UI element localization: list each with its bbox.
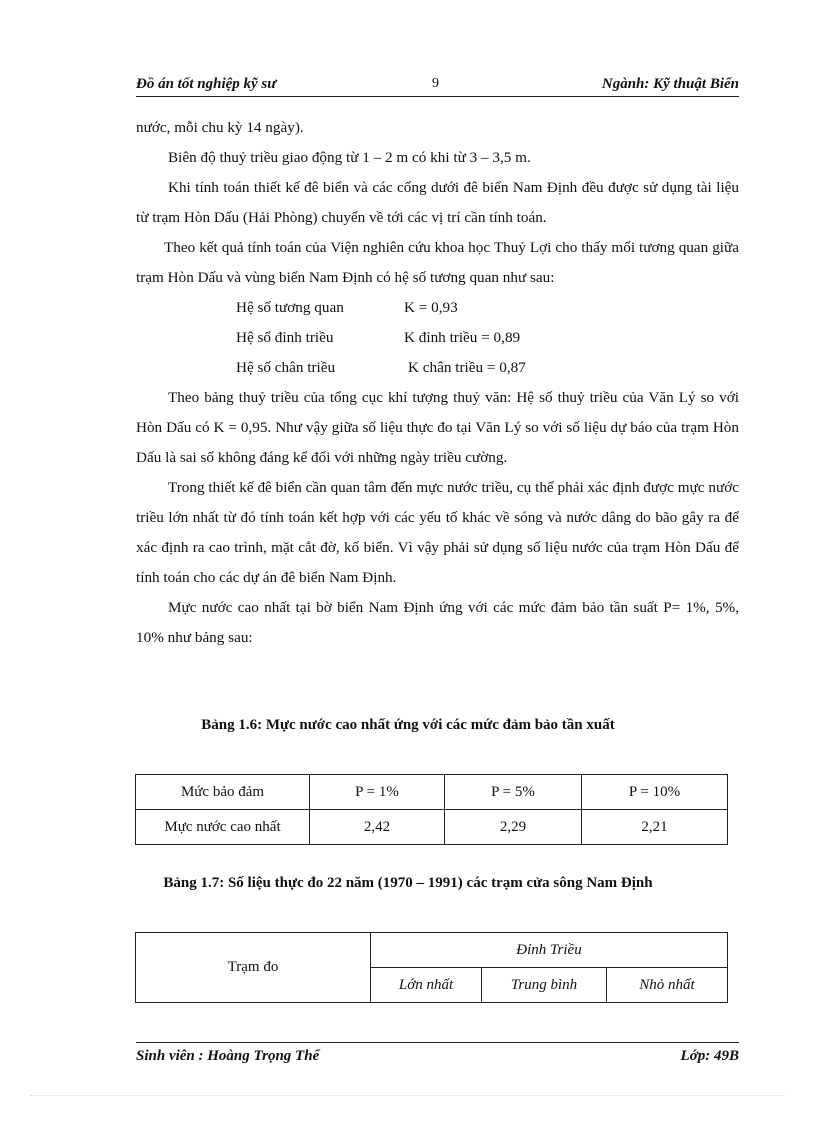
table-cell: Mức bảo đảm [136, 775, 310, 810]
table-cell: Lớn nhất [371, 968, 482, 1003]
header-department: Ngành: Kỹ thuật Biển [601, 76, 739, 92]
footer-student: Sinh viên : Hoàng Trọng Thể [136, 1048, 320, 1064]
paragraph-design-tide: Trong thiết kế đê biển cần quan tâm đến mực nước triều, cụ thể phải xác định được mực nước triều lớn nhất từ đó tính toán kết hợp với các yếu tố khác về sóng và nước dâng do bão gây ra để xác định ra cao trình, mặt cắt đờ, kố biển. Vì vậy phải sử dụng số liệu nước của trạm Hòn Dấu để tính toán cho các dự án đê biển Nam Định. [136, 479, 739, 586]
table-cell: P = 10% [582, 775, 728, 810]
table-cell: Trung bình [482, 968, 607, 1003]
table-cell: Nhỏ nhất [607, 968, 728, 1003]
coefficient-row [136, 293, 739, 323]
table-cell: 2,21 [582, 810, 728, 845]
paragraph-van-ly: Theo bảng thuỷ triều của tổng cục khí tượng thuỷ văn: Hệ số thuỷ triều của Văn Lý so với Hòn Dấu có K = 0,95. Như vậy giữa số liệu thực đo tại Văn Lý so với số liệu dự báo của trạm Hòn Dấu là sai số không đáng kể đối với những ngày triều cường. [136, 389, 739, 466]
page-header [136, 74, 739, 97]
coefficient-name: Hệ số chân triều [236, 359, 336, 376]
coefficient-row [136, 353, 739, 383]
table-cell: 2,29 [445, 810, 582, 845]
water-level-table [135, 774, 728, 845]
station-table [135, 932, 728, 1003]
document-body [136, 113, 739, 653]
table-cell: Mực nước cao nhất [136, 810, 310, 845]
header-title: Đồ án tốt nghiệp kỹ sư [136, 76, 277, 92]
paragraph-design-data: Khi tính toán thiết kế đê biển và các cống dưới đê biển Nam Định đều được sử dụng tài liệu từ trạm Hòn Dấu (Hải Phòng) chuyển về tới các vị trí cần tính toán. [136, 179, 739, 226]
page-bottom-rule [30, 1095, 786, 1096]
coefficient-value: K chân triều = 0,87 [408, 359, 526, 376]
table-row [136, 775, 728, 810]
table-cell: P = 1% [310, 775, 445, 810]
page-footer [136, 1042, 739, 1067]
coefficient-row [136, 323, 739, 353]
table1-caption: Bảng 1.6: Mực nước cao nhất ứng với các mức đảm bảo tần xuất [201, 717, 615, 733]
page-number: 9 [432, 76, 439, 91]
coefficient-value: K đỉnh triều = 0,89 [404, 329, 521, 346]
coefficient-name: Hệ số tương quan [236, 299, 344, 316]
coefficient-value: K = 0,93 [404, 299, 458, 316]
table-cell: 2,42 [310, 810, 445, 845]
table-cell: Đỉnh Triều [371, 933, 728, 968]
paragraph-table-intro: Mực nước cao nhất tại bờ biển Nam Định ứng với các mức đảm bảo tần suất P= 1%, 5%, 10% như bảng sau: [136, 599, 739, 646]
paragraph-continuation: nước, mỗi chu kỳ 14 ngày). [136, 119, 304, 136]
footer-class: Lớp: 49B [680, 1048, 739, 1064]
coefficient-name: Hệ số đỉnh triều [236, 329, 334, 346]
table-cell: P = 5% [445, 775, 582, 810]
paragraph-tide-amplitude: Biên độ thuỷ triều giao động từ 1 – 2 m có khi từ 3 – 3,5 m. [168, 149, 531, 166]
table-row [136, 933, 728, 968]
table-row [136, 810, 728, 845]
table2-caption: Bảng 1.7: Số liệu thực đo 22 năm (1970 – 1991) các trạm cửa sông Nam Định [163, 875, 653, 891]
table-cell: Trạm đo [136, 933, 371, 1003]
paragraph-correlation: Theo kết quả tính toán của Viện nghiên cứu khoa học Thuỷ Lợi cho thấy mối tương quan giữa trạm Hòn Dấu và vùng biển Nam Định có hệ số tương quan như sau: [136, 239, 739, 286]
